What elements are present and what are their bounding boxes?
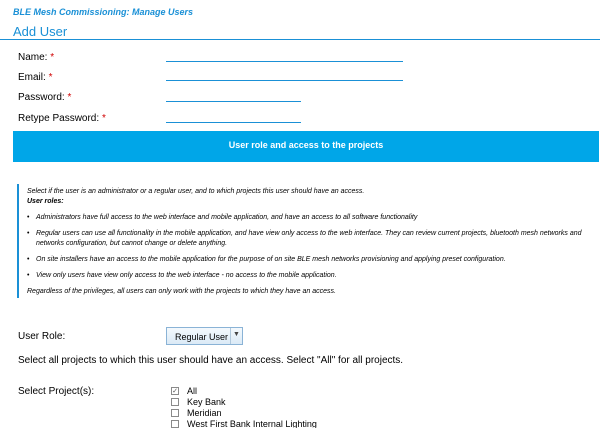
user-role-select[interactable] bbox=[166, 327, 243, 345]
list-item: • Regular users can use all functionality in the mobile application, and have view only access to the web interface. They can review current projects, bluetooth mesh networks and networks configuration, but cannot change or delete anything. bbox=[27, 229, 600, 249]
list-item bbox=[171, 418, 317, 428]
required-marker: * bbox=[101, 113, 106, 124]
project-checkbox-west-first-bank[interactable] bbox=[171, 420, 179, 428]
project-checkbox-all[interactable]: ✓ bbox=[172, 387, 178, 395]
required-marker: * bbox=[48, 72, 53, 83]
info-footer: Regardless of the privileges, all users can only work with the projects to which they have an access. bbox=[27, 288, 336, 295]
roles-list bbox=[27, 213, 600, 281]
list-item: • View only users have view only access to the web interface - no access to the mobile application. bbox=[27, 271, 600, 281]
select-projects-label: Select Project(s): bbox=[18, 386, 95, 397]
roles-heading: User roles: bbox=[27, 198, 64, 205]
projects-list bbox=[171, 385, 317, 428]
project-name: Meridian bbox=[187, 407, 222, 418]
list-item bbox=[171, 407, 317, 418]
password-label: Password: * bbox=[18, 92, 72, 103]
project-checkbox-meridian[interactable] bbox=[171, 409, 179, 417]
required-marker: * bbox=[50, 52, 55, 63]
projects-hint: Select all projects to which this user should have an access. Select "All" for all projects. bbox=[18, 355, 404, 366]
page-title: Add User bbox=[13, 24, 68, 39]
info-intro: Select if the user is an administrator or a regular user, and to which projects this user should have an access. bbox=[27, 188, 365, 195]
name-input[interactable] bbox=[166, 50, 403, 62]
project-checkbox-key-bank[interactable] bbox=[171, 398, 179, 406]
project-name: West First Bank Internal Lighting bbox=[187, 418, 317, 428]
project-name: All bbox=[187, 385, 198, 396]
roles-info-box bbox=[17, 184, 600, 298]
user-role-value: Regular User bbox=[175, 332, 229, 342]
project-name: Key Bank bbox=[187, 396, 226, 407]
list-item bbox=[171, 385, 317, 396]
list-item: • Administrators have full access to the web interface and mobile application, and have an access to all software functionality bbox=[27, 213, 600, 223]
name-label: Name: * bbox=[18, 52, 55, 63]
title-divider bbox=[0, 39, 600, 40]
role-access-banner: User role and access to the projects bbox=[13, 131, 599, 162]
user-role-label: User Role: bbox=[18, 331, 66, 342]
list-item: • On site installers have an access to the mobile application for the purpose of on site BLE mesh networks provisioning and applying preset configuration. bbox=[27, 255, 600, 265]
chevron-down-icon[interactable]: ▼ bbox=[230, 328, 242, 344]
app-title: BLE Mesh Commissioning: Manage Users bbox=[13, 7, 194, 17]
required-marker: * bbox=[67, 92, 72, 103]
retype-password-label: Retype Password: * bbox=[18, 113, 106, 124]
email-label: Email: * bbox=[18, 72, 53, 83]
retype-password-input[interactable] bbox=[166, 111, 301, 123]
password-input[interactable] bbox=[166, 90, 301, 102]
list-item bbox=[171, 396, 317, 407]
email-input[interactable] bbox=[166, 69, 403, 81]
